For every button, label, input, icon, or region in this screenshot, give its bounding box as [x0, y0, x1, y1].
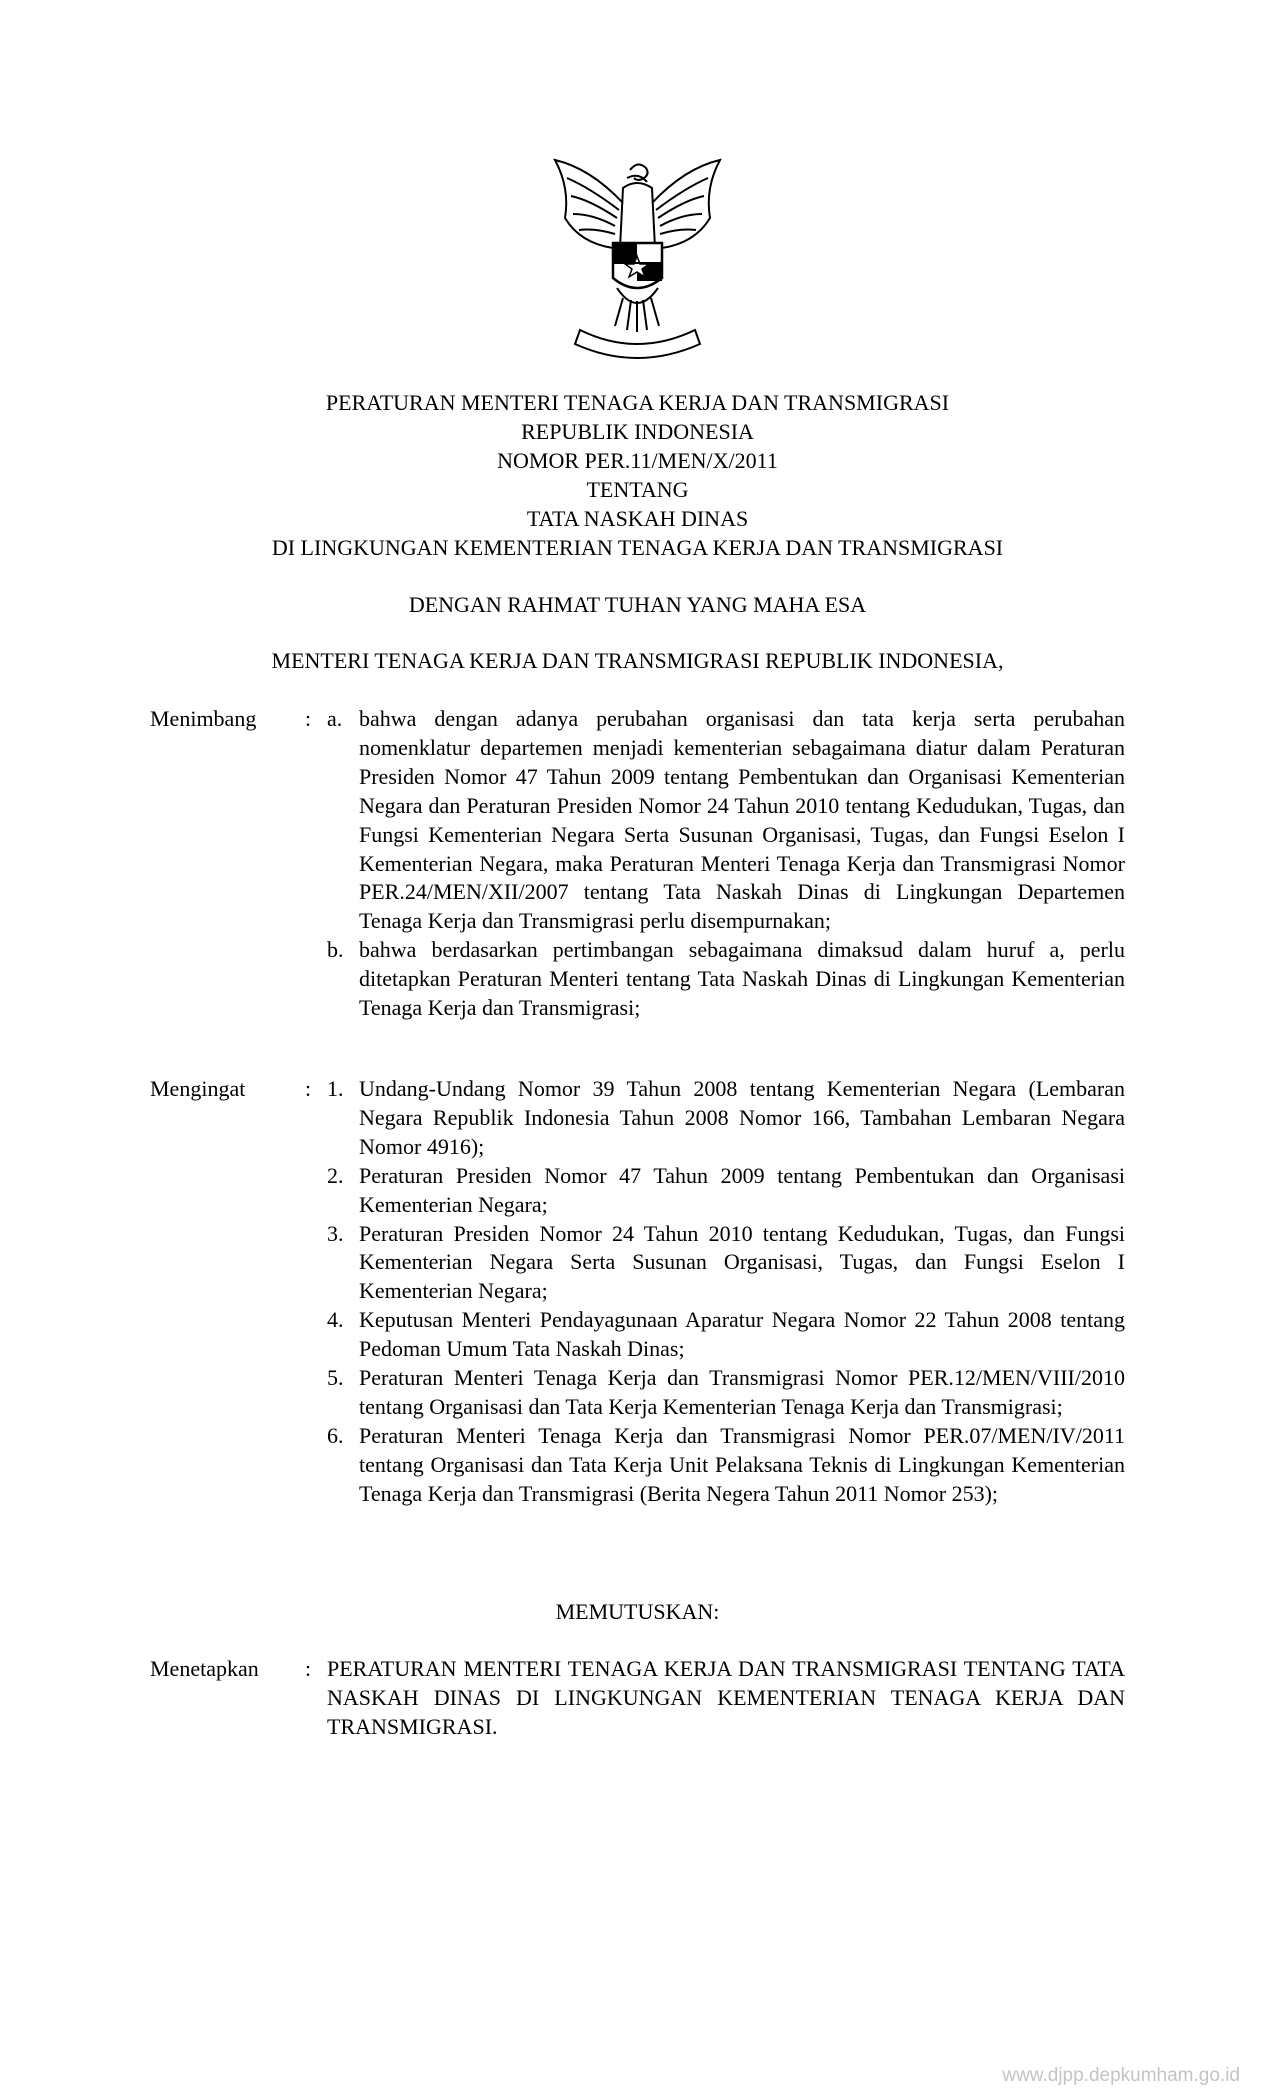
garuda-emblem	[535, 148, 740, 366]
title-line: TENTANG	[586, 477, 689, 502]
section-label: Menetapkan	[150, 1656, 259, 1681]
invocation: DENGAN RAHMAT TUHAN YANG MAHA ESA	[408, 592, 867, 617]
menimbang-section	[150, 705, 1125, 1023]
menetapkan-text: PERATURAN MENTERI TENAGA KERJA DAN TRANSMIGRASI TENTANG TATA NASKAH DINAS DI LINGKUNGAN KEMENTERIAN TENAGA KERJA DAN TRANSMIGRASI.	[327, 1656, 1125, 1739]
item-marker: b.	[327, 937, 344, 963]
mengingat-item	[150, 1306, 1125, 1364]
item-text: Keputusan Menteri Pendayagunaan Aparatur Negara Nomor 22 Tahun 2008 tentang Pedoman Umum Tata Naskah Dinas;	[359, 1307, 1125, 1362]
menetapkan-section	[150, 1655, 1125, 1742]
item-text: Peraturan Presiden Nomor 24 Tahun 2010 tentang Kedudukan, Tugas, dan Fungsi Kementerian Negara Serta Susunan Organisasi, Tugas, dan Fungsi Eselon I Kementerian Negara;	[359, 1220, 1125, 1304]
garuda-emblem-icon	[535, 148, 740, 366]
section-label: Menimbang	[150, 706, 257, 731]
item-marker: 2.	[327, 1162, 344, 1188]
item-marker: 4.	[327, 1307, 344, 1333]
item-text: bahwa berdasarkan pertimbangan sebagaimana dimaksud dalam huruf a, perlu ditetapkan Peraturan Menteri tentang Tata Naskah Dinas di Lingkungan Kementerian Tenaga Kerja dan Transmigrasi;	[359, 937, 1125, 1021]
mengingat-item	[150, 1075, 1125, 1162]
item-text: Peraturan Presiden Nomor 47 Tahun 2009 tentang Pembentukan dan Organisasi Kementerian Negara;	[359, 1162, 1125, 1217]
minister-heading: MENTERI TENAGA KERJA DAN TRANSMIGRASI REPUBLIK INDONESIA,	[271, 648, 1004, 673]
item-marker: 1.	[327, 1076, 344, 1101]
title-line: PERATURAN MENTERI TENAGA KERJA DAN TRANSMIGRASI	[325, 390, 950, 415]
mengingat-item	[150, 1162, 1125, 1220]
menetapkan-row	[150, 1655, 1125, 1742]
mengingat-item	[150, 1220, 1125, 1307]
mengingat-section	[150, 1075, 1125, 1509]
item-text: Undang-Undang Nomor 39 Tahun 2008 tentang Kementerian Negara (Lembaran Negara Republik Indonesia Tahun 2008 Nomor 166, Tambahan Lembaran Negara Nomor 4916);	[359, 1076, 1125, 1159]
title-line: REPUBLIK INDONESIA	[521, 419, 754, 444]
section-colon: :	[305, 1076, 312, 1101]
item-marker: 6.	[327, 1422, 344, 1448]
section-label: Mengingat	[150, 1076, 246, 1101]
menimbang-item	[150, 936, 1125, 1023]
regulation-title	[150, 388, 1125, 562]
menimbang-item	[150, 705, 1125, 936]
section-colon: :	[305, 706, 312, 731]
title-line: NOMOR PER.11/MEN/X/2011	[497, 448, 778, 473]
watermark: www.djpp.depkumham.go.id	[1002, 2065, 1240, 2086]
item-marker: 3.	[327, 1220, 344, 1246]
item-text: Peraturan Menteri Tenaga Kerja dan Transmigrasi Nomor PER.07/MEN/IV/2011 tentang Organisasi dan Tata Kerja Unit Pelaksana Teknis di Lingkungan Kementerian Tenaga Kerja dan Transmigrasi (Berita Negera Tahun 2011 Nomor 253);	[359, 1422, 1125, 1506]
title-line: TATA NASKAH DINAS	[526, 506, 749, 531]
item-text: bahwa dengan adanya perubahan organisasi dan tata kerja serta perubahan nomenklatur departemen menjadi kementerian sebagaimana diatur dalam Peraturan Presiden Nomor 47 Tahun 2009 tentang Pembentukan dan Organisasi Kementerian Negara dan Peraturan Presiden Nomor 24 Tahun 2010 tentang Kedudukan, Tugas, dan Fungsi Kementerian Negara Serta Susunan Organisasi, Tugas, dan Fungsi Eselon I Kementerian Negara, maka Peraturan Menteri Tenaga Kerja dan Transmigrasi Nomor PER.24/MEN/XII/2007 tentang Tata Naskah Dinas di Lingkungan Departemen Tenaga Kerja dan Transmigrasi perlu disempurnakan;	[359, 706, 1125, 934]
title-line: DI LINGKUNGAN KEMENTERIAN TENAGA KERJA DAN TRANSMIGRASI	[271, 535, 1004, 560]
mengingat-item	[150, 1422, 1125, 1509]
section-colon: :	[305, 1656, 312, 1681]
mengingat-item	[150, 1364, 1125, 1422]
item-text: Peraturan Menteri Tenaga Kerja dan Transmigrasi Nomor PER.12/MEN/VIII/2010 tentang Organisasi dan Tata Kerja Kementerian Tenaga Kerja dan Transmigrasi;	[359, 1365, 1125, 1419]
item-marker: a.	[327, 706, 343, 731]
item-marker: 5.	[327, 1365, 344, 1391]
decision-heading: MEMUTUSKAN:	[555, 1599, 720, 1624]
